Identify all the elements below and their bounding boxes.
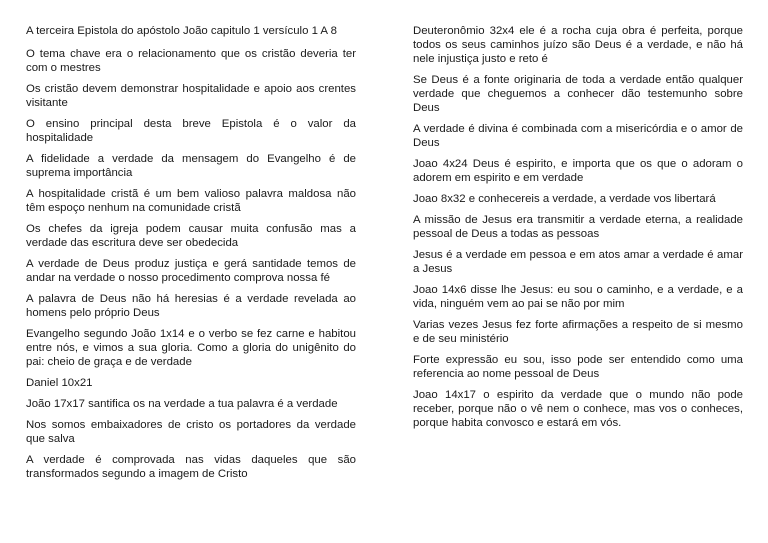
paragraph: O ensino principal desta breve Epistola é o valor da hospitalidade [26,118,356,144]
paragraph: Forte expressão eu sou, isso pode ser entendido como uma referencia ao nome pessoal de Deus [413,354,743,380]
paragraph: A missão de Jesus era transmitir a verdade eterna, a realidade pessoal de Deus a todas as pessoas [413,214,743,240]
paragraph: A palavra de Deus não há heresias é a verdade revelada ao homens pelo próprio Deus [26,293,356,319]
paragraph: Joao 14x6 disse lhe Jesus: eu sou o caminho, e a verdade, e a vida, ninguém vem ao pai se não por mim [413,284,743,310]
right-column [413,24,743,437]
paragraph: A verdade de Deus produz justiça e gerá santidade temos de andar na verdade o nosso procedimento comprova nossa fé [26,258,356,284]
paragraph: A hospitalidade cristã é um bem valioso palavra maldosa não têm espoço nenhum na comunidade cristã [26,188,356,214]
paragraph: Deuteronômio 32x4 ele é a rocha cuja obra é perfeita, porque todos os seus caminhos juízo são Deus é a verdade, e não há nele injustiça justo e reto é [413,25,743,65]
paragraph: A fidelidade a verdade da mensagem do Evangelho é de suprema importância [26,153,356,179]
paragraph: Evangelho segundo João 1x14 e o verbo se fez carne e habitou entre nós, e vimos a sua gloria. Como a gloria do unigênito do pai: cheio de graça e de verdade [26,328,356,368]
paragraph: Daniel 10x21 [26,377,93,389]
paragraph: O tema chave era o relacionamento que os cristão deveria ter com o mestres [26,48,356,74]
paragraph: Nos somos embaixadores de cristo os portadores da verdade que salva [26,419,356,445]
paragraph: Os chefes da igreja podem causar muita confusão mas a verdade das escritura deve ser obedecida [26,223,356,249]
paragraph: A verdade é comprovada nas vidas daqueles que são transformados segundo a imagem de Cristo [26,454,356,480]
paragraph: Jesus é a verdade em pessoa e em atos amar a verdade é amar a Jesus [413,249,743,275]
paragraph: A verdade é divina é combinada com a misericórdia e o amor de Deus [413,123,743,149]
paragraph: Joao 8x32 e conhecereis a verdade, a verdade vos libertará [413,193,716,205]
paragraph: Joao 14x17 o espirito da verdade que o mundo não pode receber, porque não o vê nem o conhece, mas vos o conheces, porque habita convosco e estará em vós. [413,389,743,429]
paragraph: João 17x17 santifica os na verdade a tua palavra é a verdade [26,398,338,410]
paragraph: Se Deus é a fonte originaria de toda a verdade então qualquer verdade que cheguemos a conhecer dão testemunho sobre Deus [413,74,743,114]
paragraph: Varias vezes Jesus fez forte afirmações a respeito de si mesmo e de seu ministério [413,319,743,345]
paragraph: Os cristão devem demonstrar hospitalidade e apoio aos crentes visitante [26,83,356,109]
left-column [26,24,356,488]
paragraph: A terceira Epistola do apóstolo João capitulo 1 versículo 1 A 8 [26,25,337,37]
paragraph: Joao 4x24 Deus é espirito, e importa que os que o adoram o adorem em espirito e em verdade [413,158,743,184]
